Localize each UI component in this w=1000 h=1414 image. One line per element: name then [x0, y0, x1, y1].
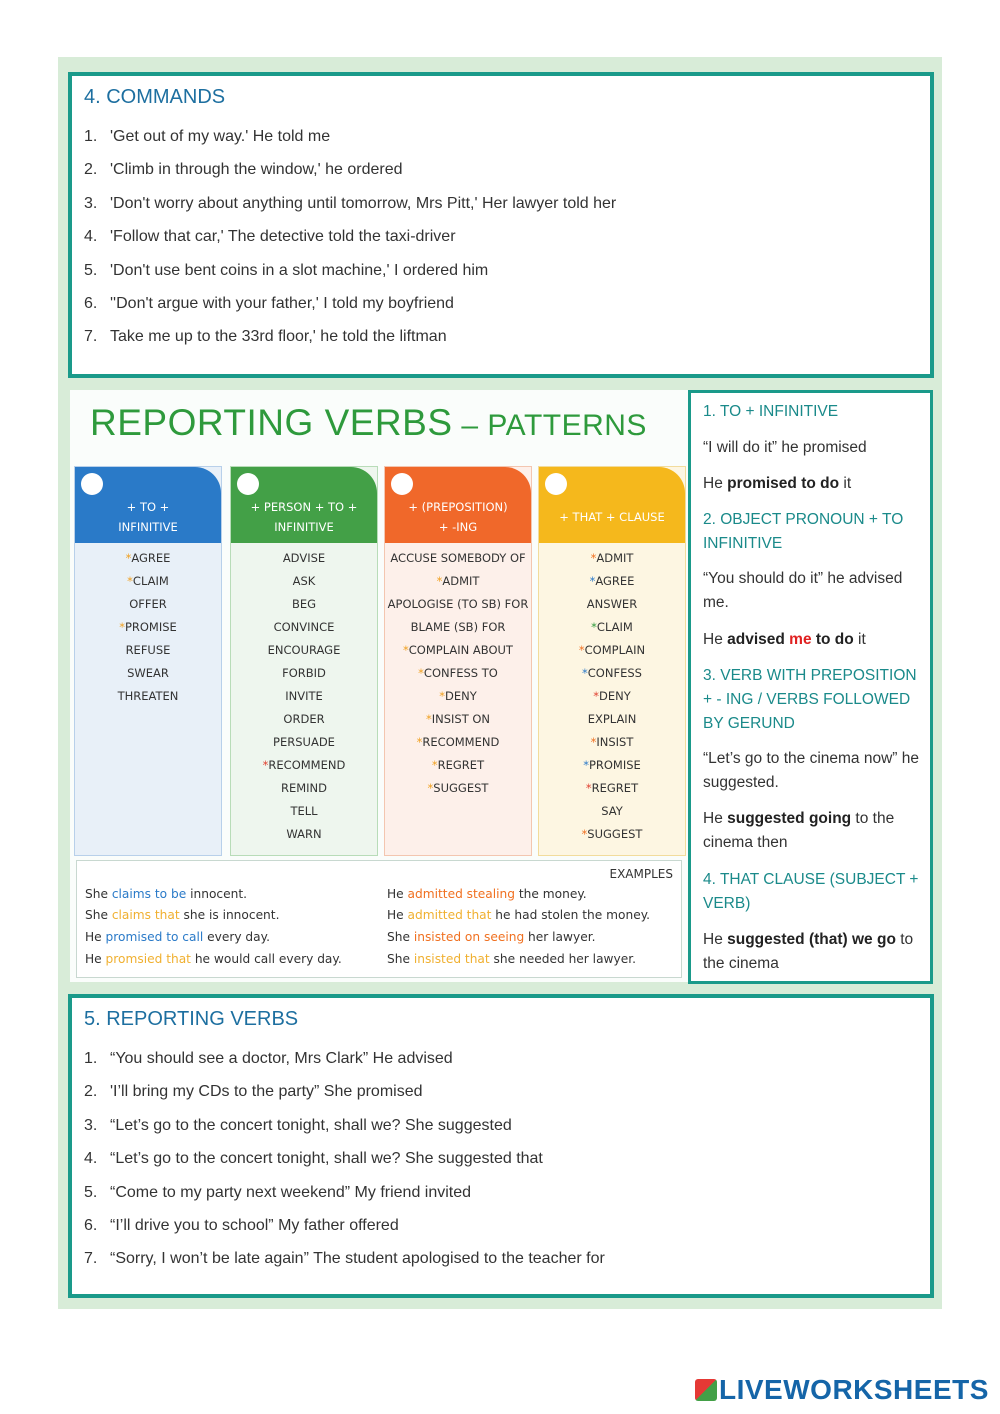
reporting-verbs-box	[68, 994, 934, 1298]
verb-item: *SUGGEST	[427, 781, 489, 795]
verb-item: *INSIST ON	[425, 712, 491, 726]
side-quote-2: “You should do it” he advised me.	[703, 570, 903, 611]
side-heading-2: 2. OBJECT PRONOUN + TO INFINITIVE	[703, 511, 904, 552]
chart-title	[90, 402, 647, 444]
verb-item: SAY	[601, 804, 623, 818]
verb-item: ASK	[292, 574, 316, 588]
commands-list	[84, 126, 616, 360]
side-answer-2: He advised me to do it	[703, 631, 866, 648]
verb-item: ANSWER	[586, 597, 638, 611]
example-1: She claims to be innocent.	[85, 887, 247, 901]
verb-item: *DENY	[439, 689, 477, 703]
verb-item: *REGRET	[431, 758, 485, 772]
pattern-verb-list	[385, 547, 531, 800]
verb-item: OFFER	[129, 597, 167, 611]
side-answer-1: He promised to do it	[703, 475, 852, 492]
chart-title-dash: –	[452, 409, 488, 442]
chart-title-sub: PATTERNS	[487, 409, 647, 442]
side-heading-1: 1. TO + INFINITIVE	[703, 403, 839, 420]
pattern-column-4	[538, 466, 686, 856]
liveworksheets-logo: LIVEWORKSHEETS	[695, 1374, 989, 1406]
verb-item: ADVISE	[282, 551, 326, 565]
verb-item: BEG	[291, 597, 317, 611]
pattern-column-3	[384, 466, 532, 856]
example-5: He admitted stealing the money.	[387, 887, 587, 901]
verb-item: APOLOGISE (TO SB) FOR	[387, 597, 529, 611]
pattern-verb-list	[539, 547, 685, 846]
command-item-5: 5. 'Don't use bent coins in a slot machine,' I ordered him	[84, 261, 489, 279]
side-heading-4: 4. THAT CLAUSE (SUBJECT + VERB)	[703, 871, 919, 912]
reporting-verbs-chart	[70, 390, 688, 982]
verb-item: *CONFESS	[582, 666, 642, 680]
reporting-verbs-title: 5. REPORTING VERBS	[84, 1008, 299, 1030]
command-item-6: 6. ''Don't argue with your father,' I told my boyfriend	[84, 294, 454, 312]
commands-title: 4. COMMANDS	[84, 86, 226, 108]
example-4: He promsied that he would call every day.	[85, 952, 342, 966]
reporting-verb-item-3: 3. “Let’s go to the concert tonight, shall we? She suggested	[84, 1116, 512, 1134]
example-6: He admitted that he had stolen the money.	[387, 908, 651, 922]
verb-item: *AGREE	[125, 551, 171, 565]
pattern-column-2	[230, 466, 378, 856]
verb-item: FORBID	[282, 666, 326, 680]
verb-item: *PROMISE	[583, 758, 641, 772]
reporting-verb-item-5: 5. “Come to my party next weekend” My friend invited	[84, 1183, 472, 1201]
command-item-2: 2. 'Climb in through the window,' he ordered	[84, 161, 403, 179]
verb-item: *ADMIT	[436, 574, 480, 588]
pattern-column-header: + (PREPOSITION) + -ING	[385, 467, 531, 543]
examples-title: EXAMPLES	[609, 867, 673, 881]
side-answer-3: He suggested going to the cinema then	[703, 810, 895, 851]
verb-item: *DENY	[593, 689, 631, 703]
verb-item: *SUGGEST	[581, 827, 643, 841]
pattern-column-header: + THAT + CLAUSE	[539, 467, 685, 543]
circle-icon	[81, 473, 103, 495]
reporting-verb-item-1: 1. “You should see a doctor, Mrs Clark” He advised	[84, 1050, 453, 1067]
reporting-verb-item-4: 4. “Let’s go to the concert tonight, shall we? She suggested that	[84, 1150, 543, 1168]
pattern-column-header: + PERSON + TO + INFINITIVE	[231, 467, 377, 543]
verb-item: REMIND	[280, 781, 328, 795]
verb-item: *COMPLAIN ABOUT	[403, 643, 513, 657]
verb-item: ENCOURAGE	[267, 643, 341, 657]
verb-item: WARN	[286, 827, 322, 841]
verb-item: INVITE	[285, 689, 323, 703]
verb-item: TELL	[290, 804, 318, 818]
reporting-verb-item-2: 2. 'I’ll bring my CDs to the party” She promised	[84, 1083, 423, 1101]
pattern-column-header: + TO + INFINITIVE	[75, 467, 221, 543]
command-item-4: 4. 'Follow that car,' The detective told the taxi-driver	[84, 228, 456, 246]
verb-item: ORDER	[283, 712, 325, 726]
command-item-3: 3. 'Don't worry about anything until tomorrow, Mrs Pitt,' Her lawyer told her	[84, 194, 617, 212]
side-answer-4: He suggested (that) we go to the cinema	[703, 931, 914, 972]
commands-box	[68, 72, 934, 378]
pattern-column-1	[74, 466, 222, 856]
side-quote-1: “I will do it” he promised	[703, 439, 867, 456]
verb-item: PERSUADE	[273, 735, 335, 749]
side-quote-3: “Let’s go to the cinema now” he suggested.	[703, 750, 919, 791]
liveworksheets-icon	[695, 1379, 717, 1401]
command-item-7: 7. Take me up to the 33rd floor,' he told the liftman	[84, 328, 447, 346]
verb-item: *RECOMMEND	[262, 758, 346, 772]
chart-title-main: REPORTING VERBS	[90, 402, 453, 443]
circle-icon	[237, 473, 259, 495]
verb-item: *RECOMMEND	[416, 735, 500, 749]
verb-item: *CONFESS TO	[418, 666, 498, 680]
circle-icon	[391, 473, 413, 495]
verb-item: SWEAR	[127, 666, 169, 680]
example-3: He promised to call every day.	[85, 930, 270, 944]
circle-icon	[545, 473, 567, 495]
patterns-side-box	[688, 390, 933, 984]
verb-item: *AGREE	[589, 574, 635, 588]
verb-item: *CLAIM	[591, 620, 633, 634]
reporting-verb-item-7: 7. “Sorry, I won’t be late again” The student apologised to the teacher for	[84, 1250, 605, 1268]
verb-item: ACCUSE SOMEBODY OF	[390, 551, 526, 565]
reporting-verbs-list	[84, 1048, 605, 1282]
verb-item: *CLAIM	[127, 574, 169, 588]
verb-item: BLAME (SB) FOR	[410, 620, 506, 634]
reporting-verb-item-6: 6. “I’ll drive you to school” My father offered	[84, 1216, 399, 1234]
verb-item: REFUSE	[125, 643, 171, 657]
verb-item: *INSIST	[590, 735, 634, 749]
command-item-1: 1. 'Get out of my way.' He told me	[84, 128, 331, 145]
example-2: She claims that she is innocent.	[85, 908, 280, 922]
verb-item: *ADMIT	[590, 551, 634, 565]
side-heading-3: 3. VERB WITH PREPOSITION + - ING / VERBS FOLLOWED BY GERUND	[703, 667, 917, 732]
verb-item: *REGRET	[585, 781, 639, 795]
verb-item: THREATEN	[117, 689, 179, 703]
example-8: She insisted that she needed her lawyer.	[387, 952, 636, 966]
pattern-verb-list	[231, 547, 377, 846]
verb-item: *PROMISE	[119, 620, 177, 634]
example-7: She insisted on seeing her lawyer.	[387, 930, 596, 944]
pattern-verb-list	[75, 547, 221, 708]
verb-item: EXPLAIN	[587, 712, 637, 726]
verb-item: CONVINCE	[273, 620, 335, 634]
examples-box	[76, 860, 682, 978]
verb-item: *COMPLAIN	[578, 643, 646, 657]
